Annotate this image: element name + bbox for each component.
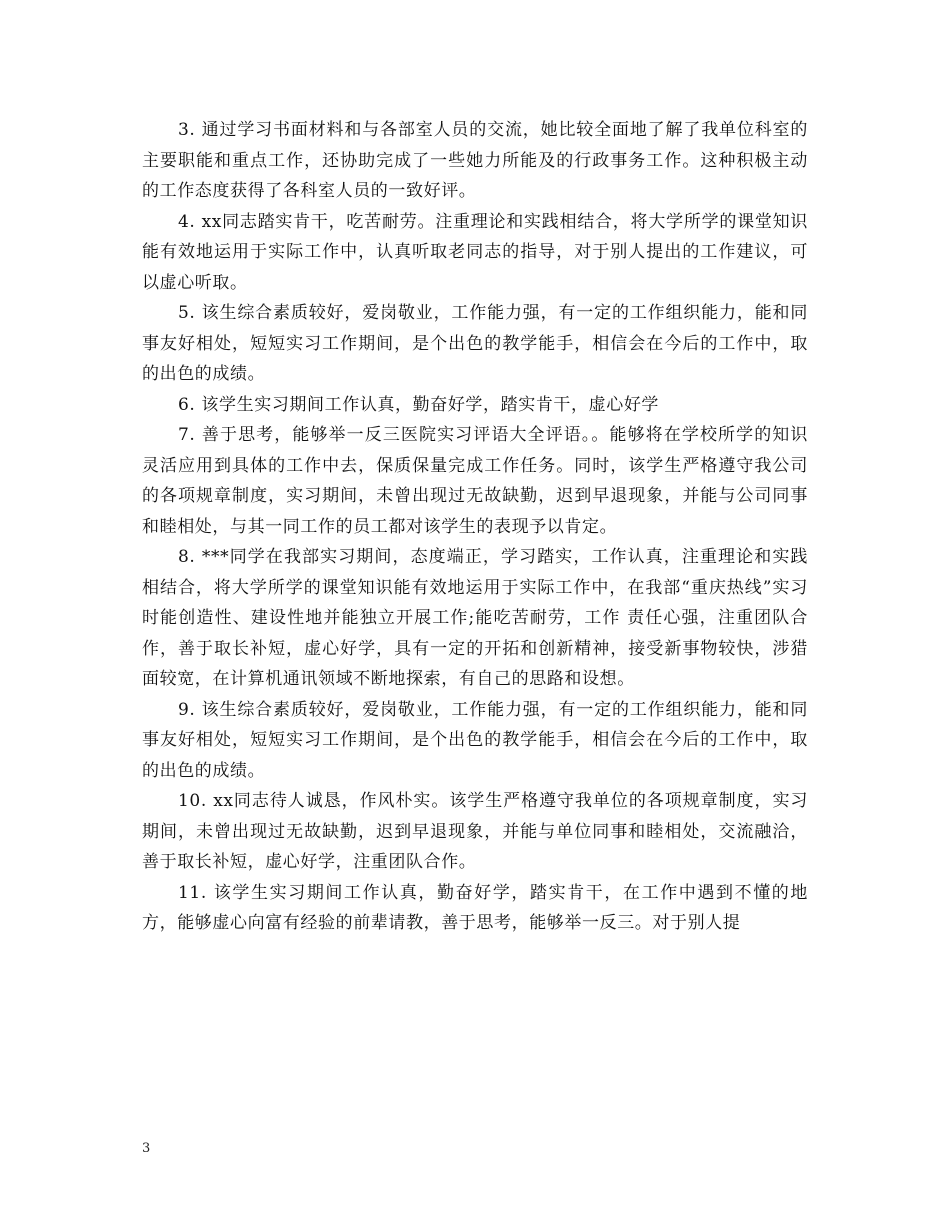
paragraph-3: 3. 通过学习书面材料和与各部室人员的交流，她比较全面地了解了我单位科室的主要职能和重点工作，还协助完成了一些她力所能及的行政事务工作。这种积极主动的工作态度获得了各科室人员的一致好评。 <box>142 120 808 201</box>
page-number: 3 <box>142 1141 151 1156</box>
paragraph-5: 5. 该生综合素质较好，爱岗敬业，工作能力强，有一定的工作组织能力，能和同事友好相处，短短实习工作期间，是个出色的教学能手，相信会在今后的工作中，取的出色的成绩。 <box>142 303 808 384</box>
paragraph-9: 9. 该生综合素质较好，爱岗敬业，工作能力强，有一定的工作组织能力，能和同事友好相处，短短实习工作期间，是个出色的教学能手，相信会在今后的工作中，取的出色的成绩。 <box>142 699 808 781</box>
paragraph-6: 6. 该学生实习期间工作认真，勤奋好学，踏实肯干，虚心好学 <box>178 394 660 415</box>
paragraph-4: 4. xx同志踏实肯干，吃苦耐劳。注重理论和实践相结合，将大学所学的课堂知识能有效地运用于实际工作中，认真听取老同志的指导，对于别人提出的工作建议，可以虚心听取。 <box>142 211 808 293</box>
paragraph-7: 7. 善于思考，能够举一反三医院实习评语大全评语。。能够将在学校所学的知识灵活应用到具体的工作中去，保质保量完成工作任务。同时，该学生严格遵守我公司的各项规章制度，实习期间，未曾出现过无故缺勤，迟到早退现象，并能与公司同事和睦相处，与其一同工作的员工都对该学生的表现予以肯定。 <box>142 425 808 537</box>
paragraph-10: 10. xx同志待人诚恳，作风朴实。该学生严格遵守我单位的各项规章制度，实习期间，未曾出现过无故缺勤，迟到早退现象，并能与单位同事和睦相处，交流融洽，善于取长补短，虚心好学，注重团队合作。 <box>142 791 808 872</box>
paragraph-8: 8. ***同学在我部实习期间，态度端正，学习踏实，工作认真，注重理论和实践相结合，将大学所学的课堂知识能有效地运用于实际工作中，在我部“重庆热线”实习时能创造性、建设性地并能独立开展工作;能吃苦耐劳，工作 责任心强，注重团队合作，善于取长补短，虚心好学，具有一定的开拓和创新精神，接受新事物较快，涉猎面较宽，在计算机通讯领域不断地探索，有自己的思路和设想。 <box>142 547 808 689</box>
paragraph-11: 11. 该学生实习期间工作认真，勤奋好学，踏实肯干，在工作中遇到不懂的地方，能够虚心向富有经验的前辈请教，善于思考，能够举一反三。对于别人提 <box>142 882 808 933</box>
document-body <box>142 115 808 939</box>
